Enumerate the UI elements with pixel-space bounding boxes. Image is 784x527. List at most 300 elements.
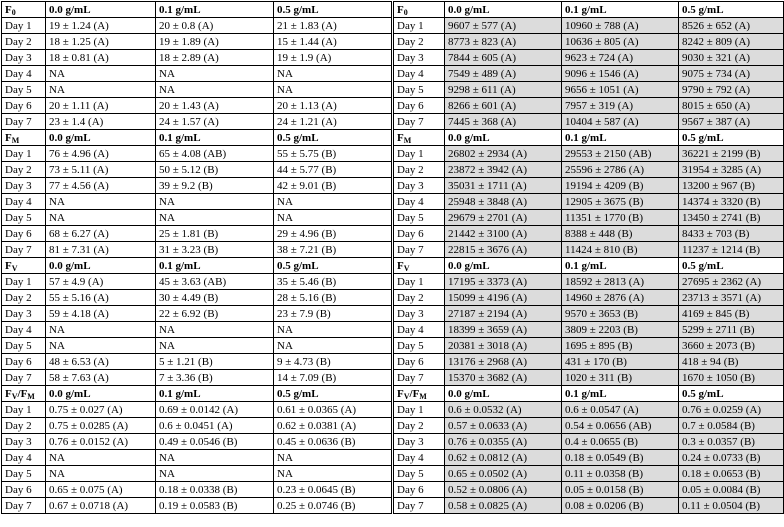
table-row (394, 290, 784, 306)
value-cell: 29 ± 4.96 (B) (274, 226, 392, 242)
parameter-symbol: F (397, 131, 404, 144)
column-header: 0.1 g/mL (156, 386, 274, 402)
value-cell: 0.05 ± 0.0084 (B) (679, 482, 784, 498)
value-cell: 4169 ± 845 (B) (679, 306, 784, 322)
value-cell: 35031 ± 1711 (A) (445, 178, 562, 194)
table-row (2, 466, 392, 482)
value-cell: 0.25 ± 0.0746 (B) (274, 498, 392, 514)
value-cell: 73 ± 5.11 (A) (46, 162, 156, 178)
parameter-subscript: V (403, 391, 410, 401)
column-header: 0.1 g/mL (156, 258, 274, 274)
day-label: Day 1 (2, 274, 46, 290)
day-label: Day 6 (2, 482, 46, 498)
day-label: Day 2 (394, 34, 445, 50)
value-cell: 23872 ± 3942 (A) (445, 162, 562, 178)
value-cell: NA (156, 450, 274, 466)
table-row (394, 370, 784, 386)
table-row (2, 162, 392, 178)
value-cell: 17195 ± 3373 (A) (445, 274, 562, 290)
value-cell: 7445 ± 368 (A) (445, 114, 562, 130)
value-cell: NA (156, 210, 274, 226)
day-label: Day 4 (2, 450, 46, 466)
value-cell: 11237 ± 1214 (B) (679, 242, 784, 258)
value-cell: 36221 ± 2199 (B) (679, 146, 784, 162)
value-cell: NA (46, 450, 156, 466)
table-row (394, 162, 784, 178)
value-cell: 81 ± 7.31 (A) (46, 242, 156, 258)
table-row (394, 226, 784, 242)
day-label: Day 3 (2, 50, 46, 66)
value-cell: 18 ± 2.89 (A) (156, 50, 274, 66)
value-cell: 1670 ± 1050 (B) (679, 370, 784, 386)
parameter-label (394, 386, 445, 402)
value-cell: 9570 ± 3653 (B) (562, 306, 679, 322)
day-label: Day 2 (394, 290, 445, 306)
table-row (394, 98, 784, 114)
table-row (2, 178, 392, 194)
value-cell: 24 ± 1.21 (A) (274, 114, 392, 130)
day-label: Day 1 (394, 274, 445, 290)
value-cell: 9790 ± 792 (A) (679, 82, 784, 98)
value-cell: NA (46, 82, 156, 98)
section-header-row (2, 258, 392, 274)
column-header: 0.0 g/mL (445, 2, 562, 18)
column-header: 0.1 g/mL (562, 386, 679, 402)
day-label: Day 3 (394, 178, 445, 194)
parameter-subscript: V (11, 391, 18, 401)
value-cell: 0.65 ± 0.075 (A) (46, 482, 156, 498)
value-cell: 58 ± 7.63 (A) (46, 370, 156, 386)
value-cell: NA (46, 322, 156, 338)
day-label: Day 3 (394, 306, 445, 322)
section-header-row (394, 386, 784, 402)
parameter-subscript: M (11, 135, 20, 145)
table-row (2, 482, 392, 498)
table-row (2, 18, 392, 34)
value-cell: 0.67 ± 0.0718 (A) (46, 498, 156, 514)
table-row (2, 290, 392, 306)
value-cell: 0.75 ± 0.0285 (A) (46, 418, 156, 434)
column-header: 0.0 g/mL (46, 386, 156, 402)
table-row (394, 114, 784, 130)
table-row (394, 50, 784, 66)
value-cell: 18592 ± 2813 (A) (562, 274, 679, 290)
value-cell: 5 ± 1.21 (B) (156, 354, 274, 370)
value-cell: NA (274, 210, 392, 226)
value-cell: 9607 ± 577 (A) (445, 18, 562, 34)
section-header-row (2, 130, 392, 146)
column-header: 0.0 g/mL (445, 258, 562, 274)
value-cell: 0.69 ± 0.0142 (A) (156, 402, 274, 418)
parameter-symbol: F (5, 259, 12, 272)
day-label: Day 6 (2, 226, 46, 242)
value-cell: 23 ± 1.4 (A) (46, 114, 156, 130)
column-header: 0.1 g/mL (156, 2, 274, 18)
value-cell: 38 ± 7.21 (B) (274, 242, 392, 258)
table-row (394, 434, 784, 450)
table-row (2, 402, 392, 418)
value-cell: 13450 ± 2741 (B) (679, 210, 784, 226)
table-row (394, 450, 784, 466)
table-row (2, 498, 392, 514)
table-row (394, 306, 784, 322)
value-cell: 59 ± 4.18 (A) (46, 306, 156, 322)
table-row (2, 210, 392, 226)
value-cell: 13200 ± 967 (B) (679, 178, 784, 194)
section-header-row (394, 2, 784, 18)
value-cell: 55 ± 5.16 (A) (46, 290, 156, 306)
value-cell: 28 ± 5.16 (B) (274, 290, 392, 306)
value-cell: 7844 ± 605 (A) (445, 50, 562, 66)
day-label: Day 4 (394, 322, 445, 338)
value-cell: 0.11 ± 0.0504 (B) (679, 498, 784, 514)
section-header-row (2, 386, 392, 402)
table-row (394, 402, 784, 418)
parameter-subscript: M (27, 391, 35, 401)
value-cell: 10960 ± 788 (A) (562, 18, 679, 34)
day-label: Day 3 (2, 178, 46, 194)
value-cell: 22815 ± 3676 (A) (445, 242, 562, 258)
day-label: Day 3 (2, 434, 46, 450)
day-label: Day 5 (394, 338, 445, 354)
value-cell: 0.65 ± 0.0502 (A) (445, 466, 562, 482)
value-cell: NA (156, 322, 274, 338)
value-cell: 8773 ± 823 (A) (445, 34, 562, 50)
value-cell: 42 ± 9.01 (B) (274, 178, 392, 194)
day-label: Day 6 (394, 226, 445, 242)
value-cell: 0.08 ± 0.0206 (B) (562, 498, 679, 514)
value-cell: 7957 ± 319 (A) (562, 98, 679, 114)
parameter-symbol: F (5, 387, 12, 400)
table-row (394, 34, 784, 50)
table-row (394, 194, 784, 210)
value-cell: 15 ± 1.44 (A) (274, 34, 392, 50)
day-label: Day 4 (394, 66, 445, 82)
value-cell: 25596 ± 2786 (A) (562, 162, 679, 178)
day-label: Day 7 (2, 498, 46, 514)
value-cell: NA (274, 194, 392, 210)
value-cell: 0.18 ± 0.0549 (B) (562, 450, 679, 466)
day-label: Day 1 (2, 402, 46, 418)
day-label: Day 2 (2, 418, 46, 434)
value-cell: 0.76 ± 0.0259 (A) (679, 402, 784, 418)
value-cell: 68 ± 6.27 (A) (46, 226, 156, 242)
value-cell: NA (156, 66, 274, 82)
day-label: Day 2 (2, 162, 46, 178)
parameter-subscript: 0 (11, 7, 16, 17)
day-label: Day 3 (394, 434, 445, 450)
value-cell: 8433 ± 703 (B) (679, 226, 784, 242)
day-label: Day 2 (394, 162, 445, 178)
parameter-symbol: F (397, 3, 404, 16)
table-row (2, 194, 392, 210)
value-cell: 18 ± 1.25 (A) (46, 34, 156, 50)
value-cell: NA (274, 466, 392, 482)
value-cell: 8388 ± 448 (B) (562, 226, 679, 242)
parameter-label (2, 2, 46, 18)
value-cell: 418 ± 94 (B) (679, 354, 784, 370)
day-label: Day 7 (2, 242, 46, 258)
value-cell: NA (156, 338, 274, 354)
value-cell: NA (156, 194, 274, 210)
value-cell: 0.05 ± 0.0158 (B) (562, 482, 679, 498)
day-label: Day 6 (394, 482, 445, 498)
value-cell: 20 ± 1.11 (A) (46, 98, 156, 114)
value-cell: 0.6 ± 0.0547 (A) (562, 402, 679, 418)
table-row (2, 226, 392, 242)
value-cell: 20 ± 1.13 (A) (274, 98, 392, 114)
value-cell: 45 ± 3.63 (AB) (156, 274, 274, 290)
value-cell: 20381 ± 3018 (A) (445, 338, 562, 354)
table-row (2, 434, 392, 450)
value-cell: 9096 ± 1546 (A) (562, 66, 679, 82)
day-label: Day 2 (394, 418, 445, 434)
value-cell: 9298 ± 611 (A) (445, 82, 562, 98)
column-header: 0.5 g/mL (274, 2, 392, 18)
day-label: Day 6 (394, 354, 445, 370)
value-cell: 31 ± 3.23 (B) (156, 242, 274, 258)
value-cell: 0.24 ± 0.0733 (B) (679, 450, 784, 466)
value-cell: 14374 ± 3320 (B) (679, 194, 784, 210)
parameter-label (2, 386, 46, 402)
table-row (394, 498, 784, 514)
day-label: Day 6 (2, 354, 46, 370)
table-row (394, 82, 784, 98)
value-cell: 29553 ± 2150 (AB) (562, 146, 679, 162)
value-cell: 22 ± 6.92 (B) (156, 306, 274, 322)
column-header: 0.5 g/mL (679, 258, 784, 274)
value-cell: 9075 ± 734 (A) (679, 66, 784, 82)
parameter-subscript: V (403, 263, 410, 273)
table-row (2, 34, 392, 50)
column-header: 0.0 g/mL (445, 130, 562, 146)
value-cell: 24 ± 1.57 (A) (156, 114, 274, 130)
day-label: Day 1 (394, 146, 445, 162)
value-cell: 23 ± 7.9 (B) (274, 306, 392, 322)
value-cell: 0.6 ± 0.0451 (A) (156, 418, 274, 434)
value-cell: 7 ± 3.36 (B) (156, 370, 274, 386)
table-row (394, 354, 784, 370)
value-cell: 0.57 ± 0.0633 (A) (445, 418, 562, 434)
value-cell: 0.61 ± 0.0365 (A) (274, 402, 392, 418)
value-cell: 0.18 ± 0.0653 (B) (679, 466, 784, 482)
value-cell: 44 ± 5.77 (B) (274, 162, 392, 178)
parameter-symbol: /F (409, 387, 420, 400)
day-label: Day 3 (2, 306, 46, 322)
table-row (2, 82, 392, 98)
section-header-row (2, 2, 392, 18)
parameter-symbol: F (5, 131, 12, 144)
table-row (394, 338, 784, 354)
value-cell: NA (274, 66, 392, 82)
value-cell: 35 ± 5.46 (B) (274, 274, 392, 290)
parameter-symbol: /F (17, 387, 28, 400)
parameter-subscript: V (11, 263, 18, 273)
value-cell: 0.6 ± 0.0532 (A) (445, 402, 562, 418)
table-row (2, 50, 392, 66)
value-cell: NA (156, 466, 274, 482)
value-cell: NA (46, 210, 156, 226)
value-cell: 31954 ± 3285 (A) (679, 162, 784, 178)
value-cell: 18 ± 0.81 (A) (46, 50, 156, 66)
value-cell: NA (46, 466, 156, 482)
value-cell: 21 ± 1.83 (A) (274, 18, 392, 34)
column-header: 0.5 g/mL (274, 130, 392, 146)
value-cell: 39 ± 9.2 (B) (156, 178, 274, 194)
value-cell: 8526 ± 652 (A) (679, 18, 784, 34)
value-cell: NA (274, 82, 392, 98)
section-header-row (394, 258, 784, 274)
day-label: Day 1 (394, 18, 445, 34)
parameter-label (394, 258, 445, 274)
value-cell: NA (156, 82, 274, 98)
table-row (394, 66, 784, 82)
table-row (2, 274, 392, 290)
value-cell: 8015 ± 650 (A) (679, 98, 784, 114)
value-cell: NA (46, 194, 156, 210)
day-label: Day 6 (394, 98, 445, 114)
value-cell: 0.62 ± 0.0812 (A) (445, 450, 562, 466)
day-label: Day 2 (2, 34, 46, 50)
value-cell: 50 ± 5.12 (B) (156, 162, 274, 178)
day-label: Day 2 (2, 290, 46, 306)
value-cell: 3660 ± 2073 (B) (679, 338, 784, 354)
day-label: Day 1 (394, 402, 445, 418)
table-row (2, 322, 392, 338)
day-label: Day 4 (394, 450, 445, 466)
day-label: Day 5 (394, 466, 445, 482)
value-cell: 8242 ± 809 (A) (679, 34, 784, 50)
day-label: Day 5 (2, 338, 46, 354)
value-cell: 3809 ± 2203 (B) (562, 322, 679, 338)
value-cell: 76 ± 4.96 (A) (46, 146, 156, 162)
day-label: Day 7 (394, 370, 445, 386)
value-cell: 29679 ± 2701 (A) (445, 210, 562, 226)
day-label: Day 6 (2, 98, 46, 114)
table-left (1, 1, 392, 514)
column-header: 0.0 g/mL (46, 258, 156, 274)
value-cell: NA (274, 322, 392, 338)
value-cell: 18399 ± 3659 (A) (445, 322, 562, 338)
value-cell: 20 ± 0.8 (A) (156, 18, 274, 34)
value-cell: 11424 ± 810 (B) (562, 242, 679, 258)
table-row (2, 450, 392, 466)
table-row (394, 178, 784, 194)
value-cell: 0.7 ± 0.0584 (B) (679, 418, 784, 434)
value-cell: NA (274, 450, 392, 466)
table-row (2, 242, 392, 258)
table-row (2, 354, 392, 370)
value-cell: 9 ± 4.73 (B) (274, 354, 392, 370)
day-label: Day 3 (394, 50, 445, 66)
value-cell: 0.18 ± 0.0338 (B) (156, 482, 274, 498)
value-cell: 0.49 ± 0.0546 (B) (156, 434, 274, 450)
value-cell: 27187 ± 2194 (A) (445, 306, 562, 322)
column-header: 0.0 g/mL (46, 2, 156, 18)
value-cell: 25948 ± 3848 (A) (445, 194, 562, 210)
value-cell: 0.52 ± 0.0806 (A) (445, 482, 562, 498)
value-cell: 0.76 ± 0.0355 (A) (445, 434, 562, 450)
value-cell: 9623 ± 724 (A) (562, 50, 679, 66)
day-label: Day 4 (394, 194, 445, 210)
value-cell: 0.62 ± 0.0381 (A) (274, 418, 392, 434)
day-label: Day 7 (394, 498, 445, 514)
column-header: 0.0 g/mL (46, 130, 156, 146)
value-cell: 27695 ± 2362 (A) (679, 274, 784, 290)
value-cell: 12905 ± 3675 (B) (562, 194, 679, 210)
value-cell: 65 ± 4.08 (AB) (156, 146, 274, 162)
value-cell: 57 ± 4.9 (A) (46, 274, 156, 290)
day-label: Day 4 (2, 194, 46, 210)
table-row (394, 466, 784, 482)
day-label: Day 7 (394, 242, 445, 258)
value-cell: 25 ± 1.81 (B) (156, 226, 274, 242)
table-row (394, 242, 784, 258)
value-cell: 9567 ± 387 (A) (679, 114, 784, 130)
column-header: 0.1 g/mL (562, 130, 679, 146)
value-cell: 0.75 ± 0.027 (A) (46, 402, 156, 418)
value-cell: 19 ± 1.24 (A) (46, 18, 156, 34)
column-header: 0.1 g/mL (562, 258, 679, 274)
table-row (2, 114, 392, 130)
day-label: Day 5 (394, 210, 445, 226)
day-label: Day 5 (394, 82, 445, 98)
column-header: 0.1 g/mL (156, 130, 274, 146)
value-cell: 48 ± 6.53 (A) (46, 354, 156, 370)
value-cell: 10636 ± 805 (A) (562, 34, 679, 50)
day-label: Day 1 (2, 146, 46, 162)
table-row (394, 274, 784, 290)
parameter-symbol: F (397, 259, 404, 272)
value-cell: 0.3 ± 0.0357 (B) (679, 434, 784, 450)
value-cell: 19 ± 1.89 (A) (156, 34, 274, 50)
parameter-label (394, 130, 445, 146)
column-header: 0.1 g/mL (562, 2, 679, 18)
parameter-subscript: 0 (403, 7, 408, 17)
value-cell: 7549 ± 489 (A) (445, 66, 562, 82)
table-row (394, 210, 784, 226)
value-cell: 77 ± 4.56 (A) (46, 178, 156, 194)
value-cell: NA (274, 338, 392, 354)
value-cell: NA (46, 338, 156, 354)
value-cell: 55 ± 5.75 (B) (274, 146, 392, 162)
day-label: Day 5 (2, 82, 46, 98)
table-row (2, 98, 392, 114)
value-cell: 15099 ± 4196 (A) (445, 290, 562, 306)
value-cell: 11351 ± 1770 (B) (562, 210, 679, 226)
value-cell: 10404 ± 587 (A) (562, 114, 679, 130)
value-cell: 0.45 ± 0.0636 (B) (274, 434, 392, 450)
day-label: Day 7 (394, 114, 445, 130)
section-header-row (394, 130, 784, 146)
table-row (394, 322, 784, 338)
value-cell: 0.11 ± 0.0358 (B) (562, 466, 679, 482)
column-header: 0.5 g/mL (274, 386, 392, 402)
value-cell: 0.4 ± 0.0655 (B) (562, 434, 679, 450)
table-right (393, 1, 784, 514)
parameter-label (394, 2, 445, 18)
value-cell: 15370 ± 3682 (A) (445, 370, 562, 386)
table-row (2, 370, 392, 386)
parameter-symbol: F (5, 3, 12, 16)
day-label: Day 4 (2, 66, 46, 82)
parameter-subscript: M (419, 391, 427, 401)
table-row (2, 338, 392, 354)
value-cell: 9656 ± 1051 (A) (562, 82, 679, 98)
table-row (2, 66, 392, 82)
value-cell: 8266 ± 601 (A) (445, 98, 562, 114)
day-label: Day 5 (2, 210, 46, 226)
